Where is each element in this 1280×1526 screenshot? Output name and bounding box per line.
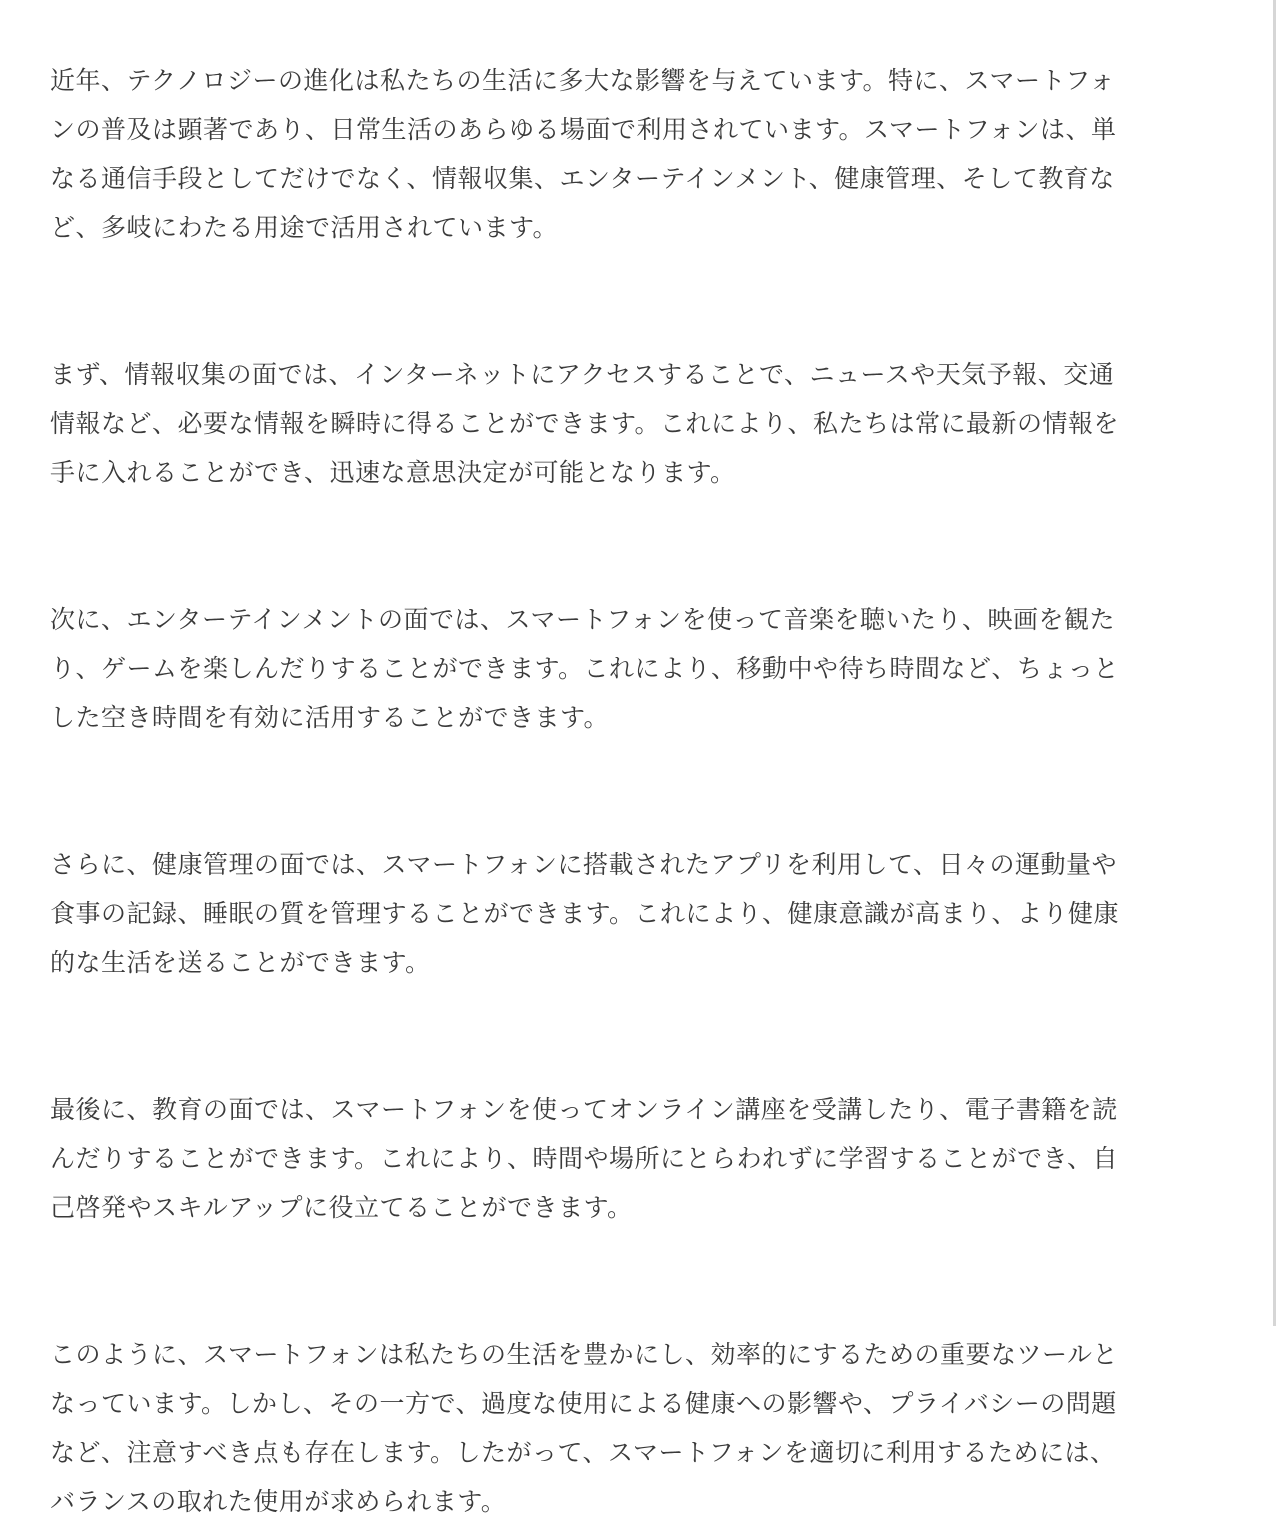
text-line: り、ゲームを楽しんだりすることができます。これにより、移動中や待ち時間など、ちょっと — [50, 654, 1120, 683]
text-line: 近年、テクノロジーの進化は私たちの生活に多大な影響を与えています。特に、スマートフォ — [50, 66, 1116, 95]
text-line: このように、スマートフォンは私たちの生活を豊かにし、効率的にするための重要なツールと — [50, 1340, 1119, 1369]
text-line: まず、情報収集の面では、インターネットにアクセスすることで、ニュースや天気予報、交通 — [50, 360, 1115, 389]
paragraph-conclusion — [50, 1330, 1210, 1526]
text-line: バランスの取れた使用が求められます。 — [50, 1487, 507, 1516]
text-line: なっています。しかし、その一方で、過度な使用による健康への影響や、プライバシーの問題 — [50, 1389, 1117, 1418]
text-line: 食事の記録、睡眠の質を管理することができます。これにより、健康意識が高まり、より健康 — [50, 899, 1120, 928]
text-line: 次に、エンターテインメントの面では、スマートフォンを使って音楽を聴いたり、映画を観た — [50, 605, 1116, 634]
text-line: など、注意すべき点も存在します。したがって、スマートフォンを適切に利用するためには、 — [50, 1438, 1116, 1467]
text-line: 己啓発やスキルアップに役立てることができます。 — [50, 1193, 633, 1222]
paragraph-information — [50, 350, 1210, 497]
paragraph-entertainment — [50, 595, 1210, 742]
text-line: 最後に、教育の面では、スマートフォンを使ってオンライン講座を受講したり、電子書籍を読 — [50, 1095, 1118, 1124]
text-line: さらに、健康管理の面では、スマートフォンに搭載されたアプリを利用して、日々の運動量や — [50, 850, 1118, 879]
text-line: ンの普及は顕著であり、日常生活のあらゆる場面で利用されています。スマートフォンは、単 — [50, 115, 1117, 144]
scrollbar-edge[interactable] — [1273, 0, 1276, 1326]
text-line: 的な生活を送ることができます。 — [50, 948, 431, 977]
paragraph-intro — [50, 56, 1210, 252]
paragraph-education — [50, 1085, 1210, 1232]
text-line: 手に入れることができ、迅速な意思決定が可能となります。 — [50, 458, 736, 487]
text-line: ど、多岐にわたる用途で活用されています。 — [50, 213, 559, 242]
paragraph-health — [50, 840, 1210, 987]
text-line: した空き時間を有効に活用することができます。 — [50, 703, 610, 732]
text-line: んだりすることができます。これにより、時間や場所にとらわれずに学習することができ、自 — [50, 1144, 1119, 1173]
article-body — [50, 56, 1210, 1526]
text-line: 情報など、必要な情報を瞬時に得ることができます。これにより、私たちは常に最新の情報を — [50, 409, 1120, 438]
text-line: なる通信手段としてだけでなく、情報収集、エンターテインメント、健康管理、そして教育な — [50, 164, 1115, 193]
